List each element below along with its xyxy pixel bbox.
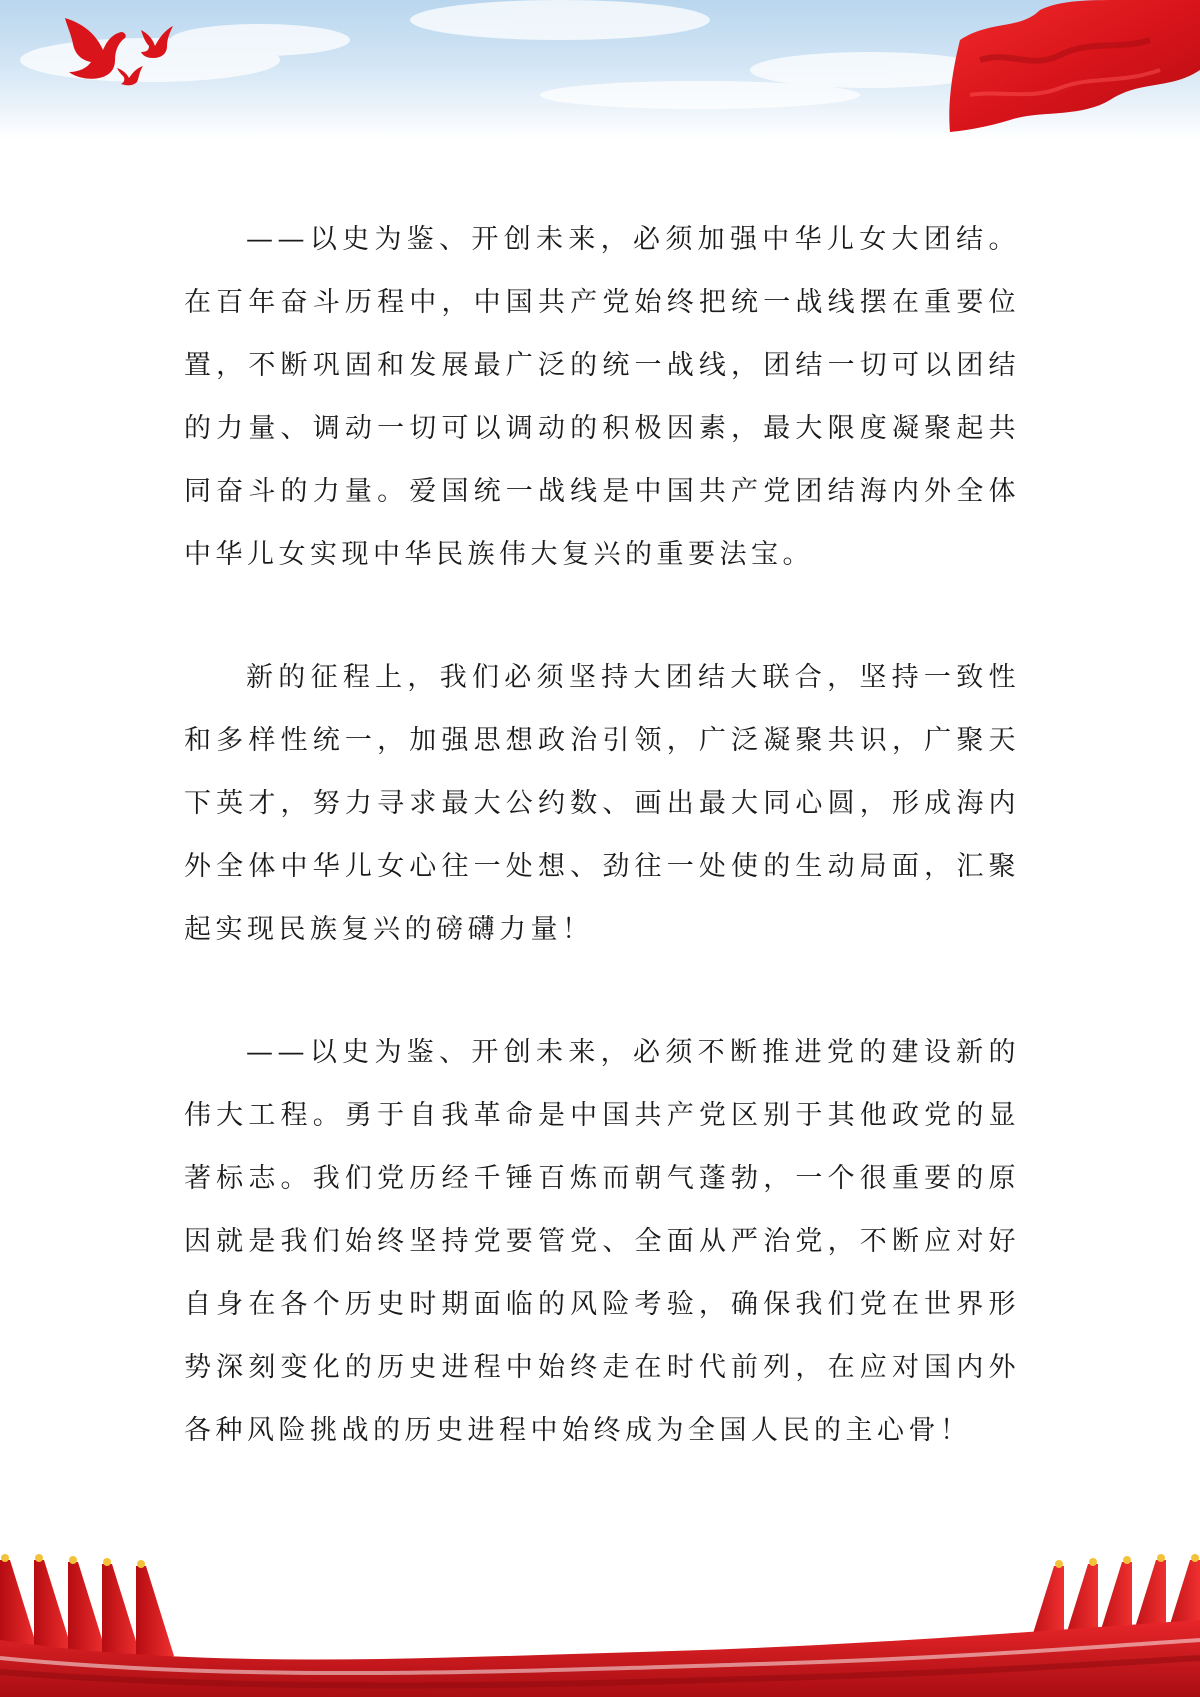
paragraph: ——以史为鉴、开创未来，必须加强中华儿女大团结。在百年奋斗历程中，中国共产党始终把统一战线摆在重要位置，不断巩固和发展最广泛的统一战线，团结一切可以团结的力量、调动一切可以调动的积极因素，最大限度凝聚起共同奋斗的力量。爱国统一战线是中国共产党团结海内外全体中华儿女实现中华民族伟大复兴的重要法宝。 — [184, 224, 1020, 570]
sky-header-banner — [0, 0, 1200, 140]
red-flags-banner-icon — [0, 1540, 1200, 1697]
article-body — [184, 208, 1020, 1522]
paragraph: ——以史为鉴、开创未来，必须不断推进党的建设新的伟大工程。勇于自我革命是中国共产党区别于其他政党的显著标志。我们党历经千锤百炼而朝气蓬勃，一个很重要的原因就是我们始终坚持党要管党、全面从严治党，不断应对好自身在各个历史时期面临的风险考验，确保我们党在世界形势深刻变化的历史进程中始终走在时代前列，在应对国内外各种风险挑战的历史进程中始终成为全国人民的主心骨！ — [184, 1037, 1020, 1446]
paragraph: 新的征程上，我们必须坚持大团结大联合，坚持一致性和多样性统一，加强思想政治引领，广泛凝聚共识，广聚天下英才，努力寻求最大公约数、画出最大同心圆，形成海内外全体中华儿女心往一处想、劲往一处使的生动局面，汇聚起实现民族复兴的磅礴力量！ — [184, 662, 1020, 945]
doves-icon — [55, 10, 255, 110]
footer-banner — [0, 1540, 1200, 1697]
red-flag-icon — [920, 0, 1200, 140]
